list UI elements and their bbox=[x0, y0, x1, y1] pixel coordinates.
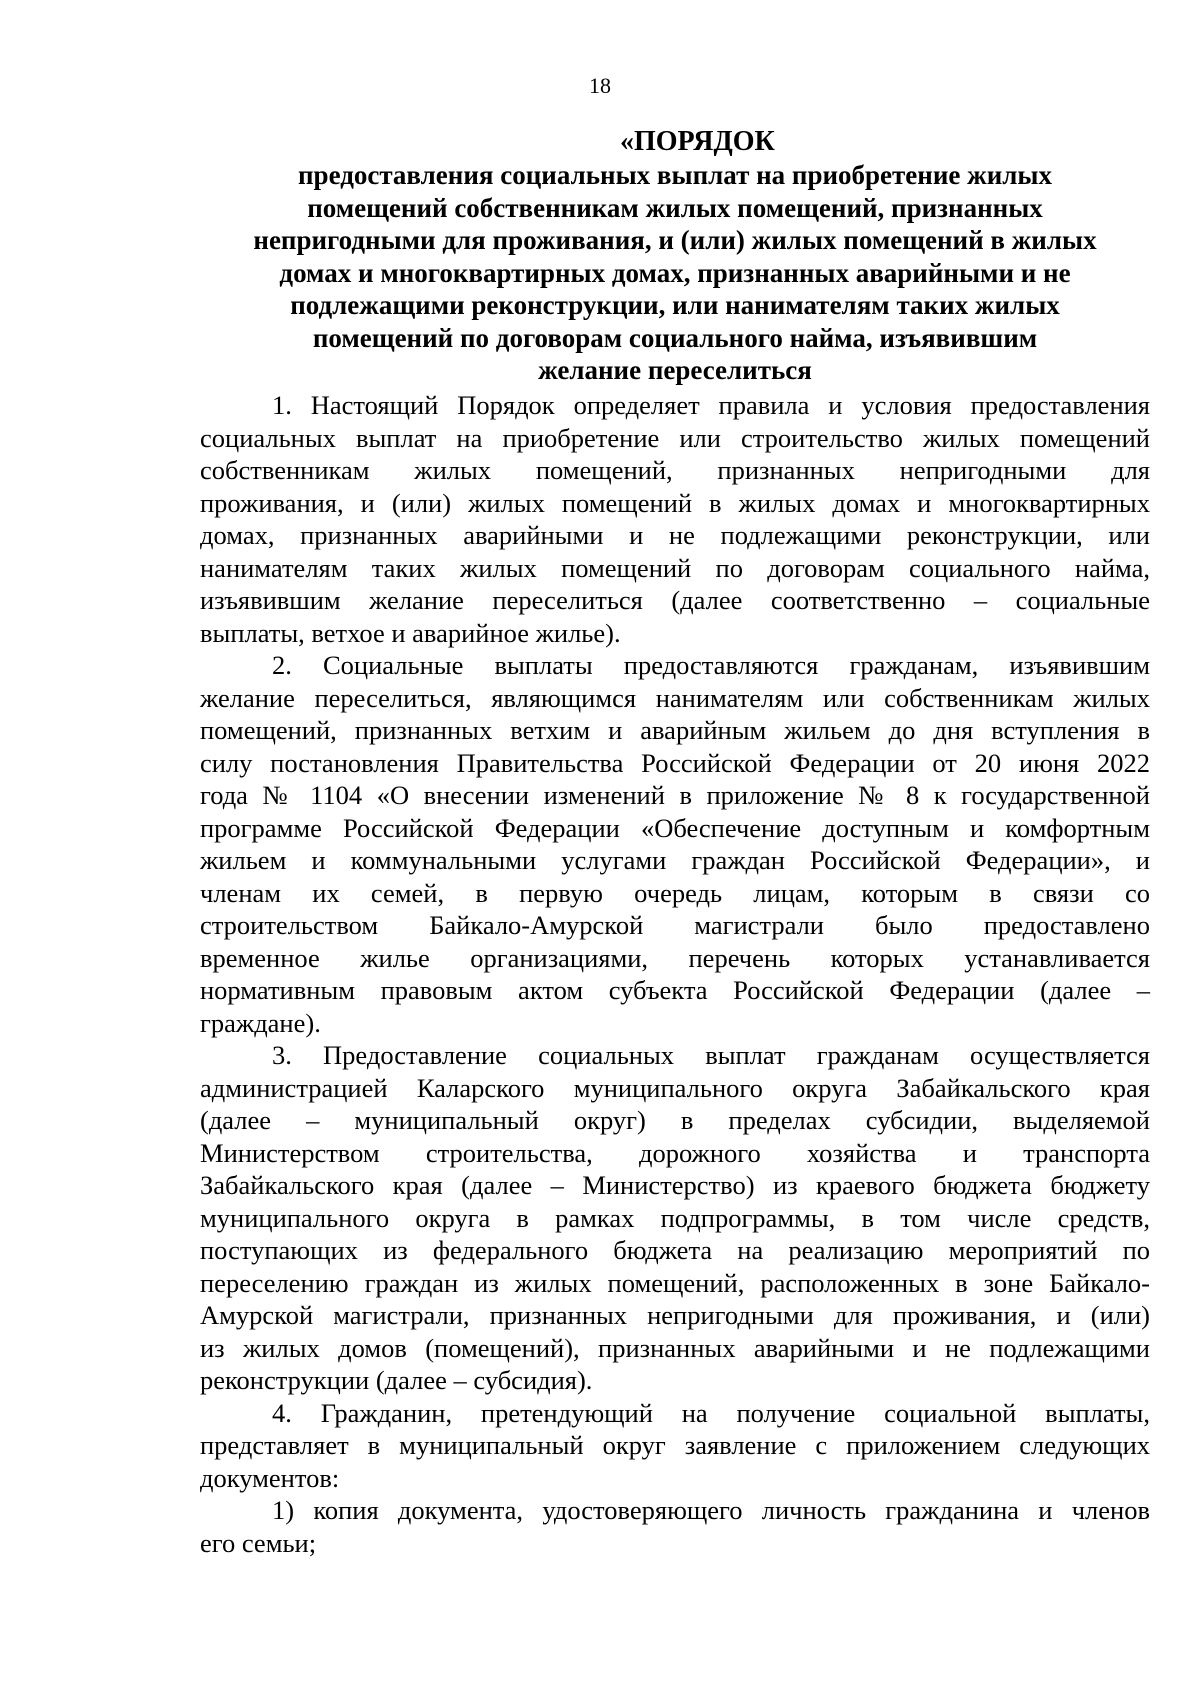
paragraph-3-line: муниципального округа в рамках подпрограммы, в том числе средств, bbox=[200, 1202, 1150, 1233]
paragraph-2-line: временное жилье организациями, перечень которых устанавливается bbox=[200, 942, 1150, 973]
paragraph-3-line: администрацией Каларского муниципального округа Забайкальского края bbox=[200, 1072, 1150, 1103]
paragraph-2-line: программе Российской Федерации «Обеспечение доступным и комфортным bbox=[200, 812, 1150, 843]
paragraph-4-line: документов: bbox=[200, 1462, 340, 1493]
list-item-1-line: его семьи; bbox=[200, 1527, 317, 1558]
paragraph-3-line: Забайкальского края (далее – Министерство) из краевого бюджета бюджету bbox=[200, 1170, 1150, 1200]
page-number: 18 bbox=[589, 73, 611, 98]
paragraph-2-line: года № 1104 «О внесении изменений в приложение № 8 к государственной bbox=[200, 780, 1150, 810]
list-item-1-line: 1) копия документа, удостоверяющего личность гражданина и членов bbox=[272, 1495, 1150, 1525]
paragraph-2-line: членам их семей, в первую очередь лицам, которым в связи со bbox=[200, 877, 1150, 908]
paragraph-3-line: 3. Предоставление социальных выплат гражданам осуществляется bbox=[272, 1040, 1150, 1070]
paragraph-1-line: социальных выплат на приобретение или строительство жилых помещений bbox=[200, 422, 1150, 453]
paragraph-2-line: граждане). bbox=[200, 1007, 321, 1038]
subtitle-line: непригодными для проживания, и (или) жилых помещений в жилых bbox=[253, 225, 1097, 255]
paragraph-2-line: желание переселиться, являющимся нанимателям или собственникам жилых bbox=[200, 682, 1150, 713]
document-title: «ПОРЯДОК bbox=[620, 126, 775, 157]
paragraph-1-line: 1. Настоящий Порядок определяет правила и условия предоставления bbox=[272, 390, 1150, 420]
paragraph-4-line: 4. Гражданин, претендующий на получение социальной выплаты, bbox=[272, 1397, 1150, 1428]
paragraph-3-line: Министерством строительства, дорожного хозяйства и транспорта bbox=[200, 1137, 1150, 1168]
paragraph-2-line: 2. Социальные выплаты предоставляются гражданам, изъявившим bbox=[272, 650, 1150, 680]
subtitle-line: помещений собственникам жилых помещений, признанных bbox=[307, 192, 1043, 223]
paragraph-1-line: нанимателям таких жилых помещений по договорам социального найма, bbox=[200, 552, 1150, 583]
paragraph-2-line: помещений, признанных ветхим и аварийным жильем до дня вступления в bbox=[200, 715, 1150, 745]
subtitle-line: подлежащими реконструкции, или нанимателям таких жилых bbox=[290, 290, 1060, 320]
paragraph-3-line: (далее – муниципальный округ) в пределах субсидии, выделяемой bbox=[200, 1105, 1150, 1135]
paragraph-3-line: поступающих из федерального бюджета на реализацию мероприятий по bbox=[200, 1235, 1150, 1265]
paragraph-1-line: изъявившим желание переселиться (далее соответственно – социальные bbox=[200, 585, 1150, 615]
paragraph-3-line: переселению граждан из жилых помещений, расположенных в зоне Байкало- bbox=[200, 1267, 1150, 1298]
paragraph-3-line: Амурской магистрали, признанных непригодными для проживания, и (или) bbox=[200, 1300, 1150, 1330]
paragraph-3-line: из жилых домов (помещений), признанных аварийными и не подлежащими bbox=[200, 1332, 1150, 1363]
paragraph-1-line: домах, признанных аварийными и не подлежащими реконструкции, или bbox=[200, 520, 1150, 550]
subtitle-line: помещений по договорам социального найма, изъявившим bbox=[312, 322, 1038, 353]
paragraph-2-line: силу постановления Правительства Российской Федерации от 20 июня 2022 bbox=[200, 747, 1150, 778]
paragraph-2-line: жильем и коммунальными услугами граждан Российской Федерации», и bbox=[200, 845, 1150, 875]
paragraph-1-line: проживания, и (или) жилых помещений в жилых домах и многоквартирных bbox=[200, 487, 1150, 518]
paragraph-4-line: представляет в муниципальный округ заявление с приложением следующих bbox=[200, 1430, 1150, 1460]
subtitle-line: предоставления социальных выплат на приобретение жилых bbox=[298, 160, 1052, 190]
paragraph-1-line: выплаты, ветхое и аварийное жилье). bbox=[200, 617, 621, 648]
paragraph-2-line: нормативным правовым актом субъекта Российской Федерации (далее – bbox=[200, 975, 1150, 1005]
document-body bbox=[200, 389, 1150, 1559]
document-subtitle bbox=[200, 159, 1150, 387]
paragraph-1-line: собственникам жилых помещений, признанных непригодными для bbox=[200, 455, 1150, 485]
paragraph-2-line: строительством Байкало-Амурской магистрали было предоставлено bbox=[200, 910, 1150, 940]
subtitle-line: домах и многоквартирных домах, признанных аварийными и не bbox=[279, 257, 1071, 288]
paragraph-3-line: реконструкции (далее – субсидия). bbox=[200, 1365, 593, 1395]
subtitle-line: желание переселиться bbox=[538, 355, 812, 385]
